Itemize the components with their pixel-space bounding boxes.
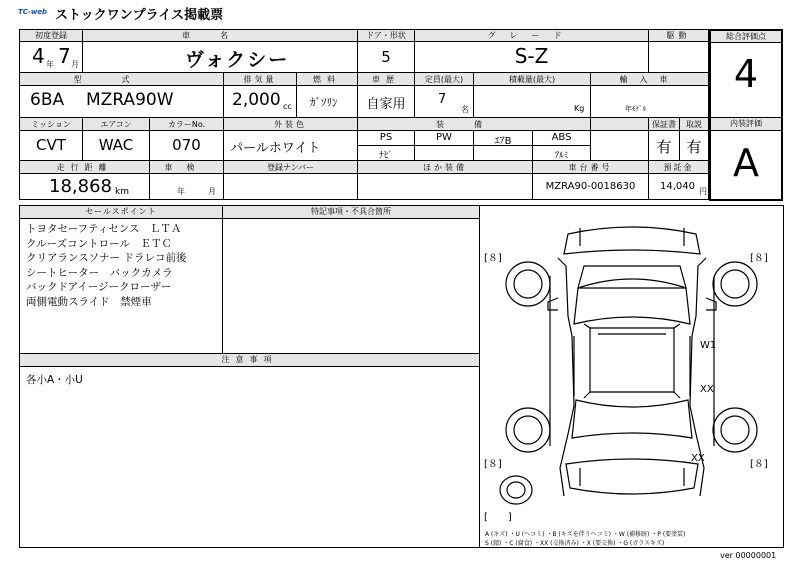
equip-alumi: ｱﾙﾐ [554,151,569,161]
wheel-fr [713,262,757,306]
hdr-color-no: カラーNo. [167,120,206,129]
model: MZRA90W [86,90,174,110]
reg-month-unit: 月 [71,60,79,69]
hdr-grade: グレード [487,31,576,40]
fuel: ｶﾞｿﾘﾝ [310,96,338,109]
hdr-fuel: 燃料 [313,75,341,84]
remarks-header: 特記事項・不具合箇所 [223,206,479,219]
hdr-history: 車歴 [372,75,400,84]
hdr-door-shape: ドア・形状 [366,31,406,40]
warranty: 有 [656,138,672,156]
hdr-aircon: エアコン [100,120,132,129]
version: ver 00000001 [720,551,777,560]
hdr-warranty: 保証書 [652,120,676,129]
overall-score-header: 総合評価点 [711,31,781,43]
hdr-model: 型式 [73,75,170,84]
hdr-displacement: 排気量 [243,75,277,84]
hdr-load: 積載量(最大) [508,75,556,84]
sales-point-item: 両側電動スライド 禁煙車 [26,295,152,308]
sales-point-item: バックドアイージークローザー [26,281,172,293]
sheet-title: ストックワンプライス掲載票 [55,8,224,23]
damage-mark-xx-2: XX [691,453,705,464]
sales-point-item: クリアランスソナー ドラレコ前後 [26,252,187,264]
recycle: 14,040 [660,181,695,192]
legend-line-1: A (キズ) ・U (ヘコミ) ・B (キズを伴うヘコミ) ・W (補修跡) ・P (要塗装) [485,531,686,538]
damage-mark-xx-1: XX [700,384,714,395]
sales-point-item: クルーズコントロール ＥＴＣ [26,237,172,250]
hdr-inspection: 車検 [164,163,209,172]
inspection-year: 年 [177,187,185,196]
history: 自家用 [366,97,406,112]
sales-points-list [26,222,187,309]
wheel-rl [506,408,550,452]
caution-text: 各小A・小U [26,374,83,386]
sales-remarks-divider [222,206,223,353]
tire-rl-label: [８] [484,459,502,470]
equip-pw: PW [436,132,452,143]
car-damage-diagram [480,206,783,526]
equip-ps: PS [379,132,393,143]
equip-navi: ﾅﾋﾞ [379,151,393,161]
damage-mark-w1: W1 [700,340,717,351]
manual: 有 [686,138,702,156]
doors: 5 [381,48,391,66]
chassis-no: MZRA90-0018630 [545,181,636,192]
interior-score: A [733,141,759,185]
equip-airbag: ｴｱB [494,136,512,147]
spare-tire [500,476,532,504]
equip-abs: ABS [551,132,572,143]
reg-year: 4 [32,44,45,68]
sales-point-item: シートヒーター バックカメラ [26,266,173,279]
interior-score-header: 内装評価 [711,117,781,131]
inspection-month: 月 [208,187,216,196]
hdr-reg-number: 登録ナンバー [266,163,315,172]
wheel-rr [713,408,757,452]
reg-year-unit: 年 [46,60,54,69]
spare-label: [ ] [484,512,512,523]
grade: S-Z [514,44,549,68]
caution-header: 注意事項 [20,353,479,367]
hdr-drive: 駆動 [666,31,691,40]
sales-header: セールスポイント [20,206,223,219]
hdr-first-reg: 初度登録 [35,31,67,40]
import-model-year: 年ﾓﾃﾞﾙ [625,105,646,113]
hdr-chassis-no: 車台番号 [568,163,613,172]
car-name: ヴォクシー [185,49,290,71]
exterior-color: パールホワイト [230,141,321,156]
hdr-other-equipment: ほか装備 [423,163,467,172]
sales-point-item: トヨタセーフティセンス ＬＴＡ [26,223,182,235]
hdr-mission: ミッション [31,120,71,129]
capacity-unit: 名 [461,105,469,114]
hdr-car-name: 車名 [182,31,258,40]
overall-score: 4 [733,52,759,96]
hdr-mileage: 走行距離 [56,163,113,172]
displacement-unit: cc [283,102,292,111]
color-no: 070 [172,136,201,154]
mileage-unit: km [115,187,129,197]
hdr-equipment: 装備 [436,120,512,129]
recycle-unit: 円 [699,187,707,196]
legend-line-2: S (錆) ・C (腐食) ・XX (交換済み) ・X (要交換) ・G (ガラスキズ) [485,540,665,547]
logo: TC-web [18,8,48,16]
capacity: 7 [438,92,447,107]
displacement: 2,000 [232,90,281,110]
aircon: WAC [98,136,134,154]
load-unit: Kg [574,104,585,113]
hdr-recycle: 預託金 [663,163,694,172]
hdr-exterior-color: 外装色 [274,120,307,129]
tire-rr-label: [８] [750,459,768,470]
reg-month: 7 [58,44,71,68]
tire-fl-label: [８] [484,253,502,264]
mission: CVT [36,136,66,154]
wheel-fl [506,262,550,306]
model-prefix: 6BA [30,90,65,110]
mileage: 18,868 [49,176,112,197]
tire-fr-label: [８] [750,253,768,264]
hdr-manual: 取説 [686,120,702,129]
hdr-import: 輸入車 [619,75,680,84]
hdr-capacity: 定員(最大) [424,75,464,84]
